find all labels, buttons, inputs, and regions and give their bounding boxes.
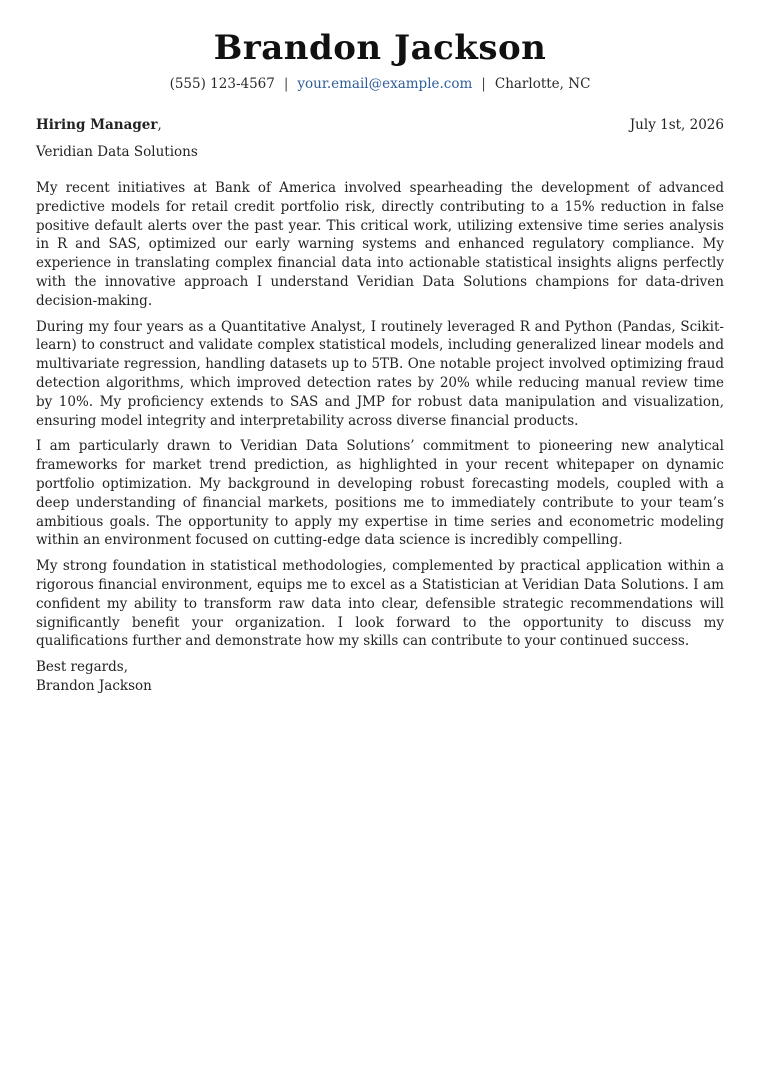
closing-signature: Brandon Jackson [36,677,152,694]
body-paragraph: My strong foundation in statistical methodologies, complemented by practical application within a rigorous financial environment, equips me to excel as a Statistician at Veridian Data Solutions. I am confident my ability to transform raw data into clear, defensible strategic recommendations will significantly benefit your organization. I look forward to the opportunity to discuss my qualifications further and demonstrate how my skills can contribute to your continued success. [36,558,724,650]
recipient-title-suffix: , [157,117,162,133]
applicant-name: Brandon Jackson [213,28,547,68]
recipient-line [36,115,162,135]
contact-separator: | [481,76,486,92]
body-paragraph: My recent initiatives at Bank of America involved spearheading the development of advanced predictive models for retail credit portfolio risk, directly contributing to a 15% reduction in false positive default alerts over the past year. This critical work, utilizing extensive time series analysis in R and SAS, optimized our early warning systems and enhanced regulatory compliance. My experience in translating complex financial data into actionable statistical insights aligns perfectly with the innovative approach I understand Veridian Data Solutions champions for data-driven decision-making. [36,180,724,309]
recipient-row [36,115,724,135]
letter-body [36,179,724,651]
recipient-title: Hiring Manager [36,117,158,133]
contact-separator: | [283,76,289,92]
phone-number: (555) 123-4567 [169,76,275,92]
location: Charlotte, NC [494,76,591,92]
recipient-company: Veridian Data Solutions [36,144,198,160]
body-paragraph: During my four years as a Quantitative Analyst, I routinely leveraged R and Python (Pandas, Scikit-learn) to construct and validate complex statistical models, including generalized linear models and multivariate regression, handling datasets up to 5TB. One notable project involved optimizing fraud detection algorithms, which improved detection rates by 20% while reducing manual review time by 10%. My proficiency extends to SAS and JMP for robust data manipulation and visualization, ensuring model integrity and interpretability across diverse financial products. [36,318,724,429]
email-link[interactable]: your.email@example.com [297,76,473,92]
body-paragraph: I am particularly drawn to Veridian Data Solutions’ commitment to pioneering new analytical frameworks for market trend prediction, as highlighted in your recent whitepaper on dynamic portfolio optimization. My background in developing robust forecasting models, coupled with a deep understanding of financial markets, positions me to immediately contribute to your team’s ambitious goals. The opportunity to apply my expertise in time series and econometric modeling within an environment focused on cutting-edge data science is incredibly compelling. [36,438,724,549]
closing-salutation: Best regards, [36,659,129,676]
contact-line [36,74,724,94]
letter-date: July 1st, 2026 [629,117,724,133]
letter-closing [36,658,724,696]
